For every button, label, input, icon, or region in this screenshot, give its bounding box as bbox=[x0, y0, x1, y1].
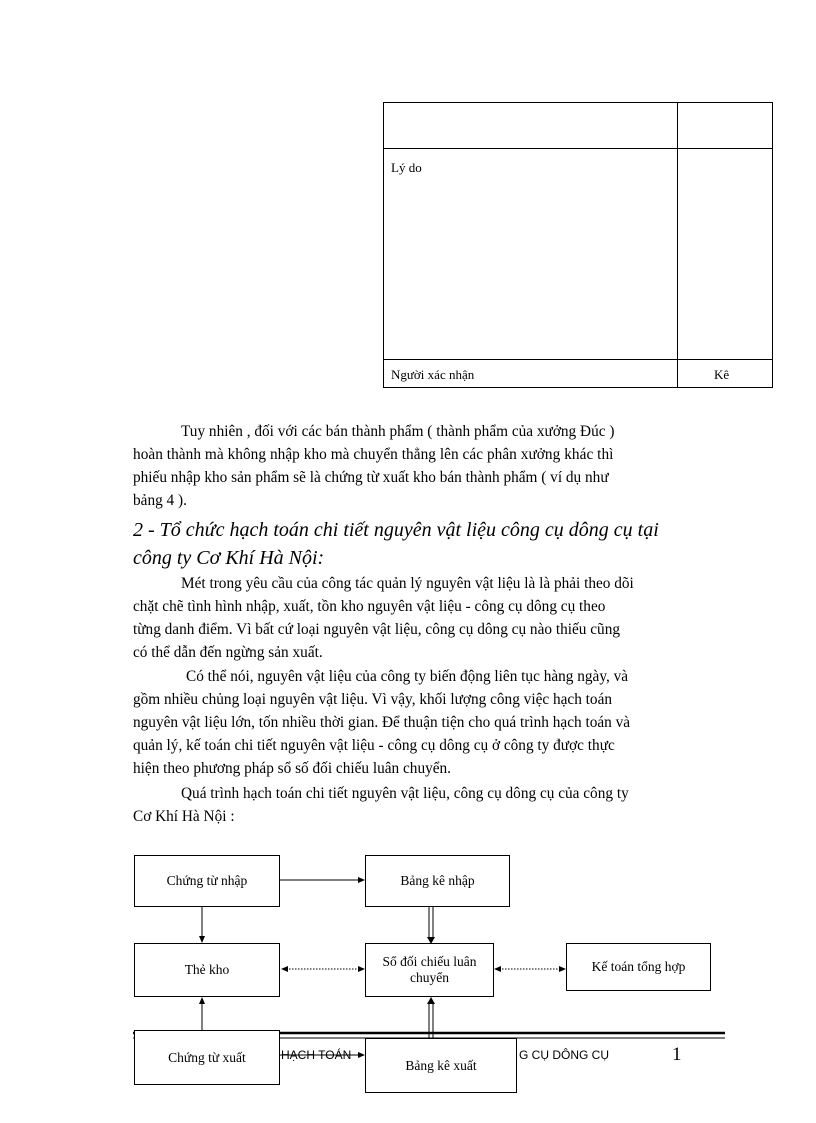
arrowhead bbox=[358, 966, 365, 972]
box-label: Chứng từ xuất bbox=[168, 1049, 246, 1065]
confirmer-label: Người xác nhận bbox=[391, 367, 475, 382]
footer-header-fragment: HẠCH TOÁN bbox=[281, 1048, 352, 1062]
reason-label: Lý do bbox=[391, 160, 422, 175]
text-line: chặt chẽ tình hình nhập, xuất, tồn kho nguyên vật liệu - công cụ dông cụ theo bbox=[133, 598, 606, 615]
text-line: Có thể nói, nguyên vật liệu của công ty biến động liên tục hàng ngày, và bbox=[186, 668, 629, 685]
text-line: từng danh điểm. Vì bất cứ loại nguyên vật liệu, công cụ dông cụ nào thiếu cũng bbox=[133, 621, 620, 638]
text-line: Tuy nhiên , đối với các bán thành phẩm ( thành phẩm của xưởng Đúc ) bbox=[181, 423, 615, 440]
page-number: 1 bbox=[672, 1044, 682, 1065]
arrowhead bbox=[199, 997, 205, 1004]
arrowhead bbox=[358, 1052, 365, 1058]
box-chung-tu-nhap bbox=[134, 855, 280, 907]
box-bang-ke-nhap bbox=[365, 855, 510, 907]
box-ke-toan-tong-hop bbox=[566, 943, 711, 991]
heading-line: 2 - Tổ chức hạch toán chi tiết nguyên vật liệu công cụ dông cụ tại bbox=[133, 519, 659, 541]
arrowhead bbox=[494, 966, 501, 972]
text-line: hiện theo phương pháp sổ số đối chiếu luân chuyển. bbox=[133, 760, 452, 777]
box-label: Kế toán tổng hợp bbox=[591, 959, 686, 974]
arrowhead bbox=[281, 966, 288, 972]
text-line: nguyên vật liệu lớn, tốn nhiều thời gian. Để thuận tiện cho quá trình hạch toán và bbox=[133, 714, 631, 731]
text-line: Quá trình hạch toán chi tiết nguyên vật liệu, công cụ dông cụ của công ty bbox=[181, 785, 629, 802]
box-the-kho bbox=[134, 943, 280, 997]
text-line: có thể dẫn đến ngừng sản xuất. bbox=[133, 644, 323, 661]
box-chung-tu-xuat bbox=[134, 1030, 280, 1085]
text-line: quản lý, kế toán chi tiết nguyên vật liệu - công cụ dông cụ ở công ty được thực bbox=[133, 737, 615, 754]
box-label: Sổ đối chiếu luân chuyển bbox=[382, 954, 477, 985]
box-label: Bảng kê xuất bbox=[405, 1057, 477, 1073]
box-bang-ke-xuat bbox=[365, 1038, 517, 1093]
arrowhead bbox=[559, 966, 566, 972]
text-line: bảng 4 ). bbox=[133, 492, 187, 509]
text-line: phiếu nhập kho sản phẩm sẽ là chứng từ xuất kho bán thành phẩm ( ví dụ như bbox=[133, 469, 609, 486]
footer-header-fragment: G CỤ DÔNG CỤ bbox=[519, 1048, 609, 1062]
arrowhead bbox=[358, 877, 365, 883]
ke-label: Kê bbox=[714, 367, 730, 382]
box-label: Thẻ kho bbox=[184, 962, 230, 977]
text-line: Mét trong yêu cầu của công tác quản lý nguyên vật liệu là là phải theo dõi bbox=[181, 575, 634, 592]
box-so-doi-chieu bbox=[365, 943, 494, 997]
text-line: gồm nhiều chủng loại nguyên vật liệu. Vì vậy, khối lượng công việc hạch toán bbox=[133, 691, 613, 708]
heading-line: công ty Cơ Khí Hà Nội: bbox=[133, 547, 325, 569]
box-label: Bảng kê nhập bbox=[400, 873, 475, 888]
text-line: hoàn thành mà không nhập kho mà chuyển thẳng lên các phân xưởng khác thì bbox=[133, 446, 614, 463]
arrowhead bbox=[199, 936, 205, 943]
arrowhead bbox=[427, 997, 435, 1004]
text-line: Cơ Khí Hà Nội : bbox=[133, 808, 235, 825]
box-label: Chứng từ nhập bbox=[166, 873, 248, 888]
